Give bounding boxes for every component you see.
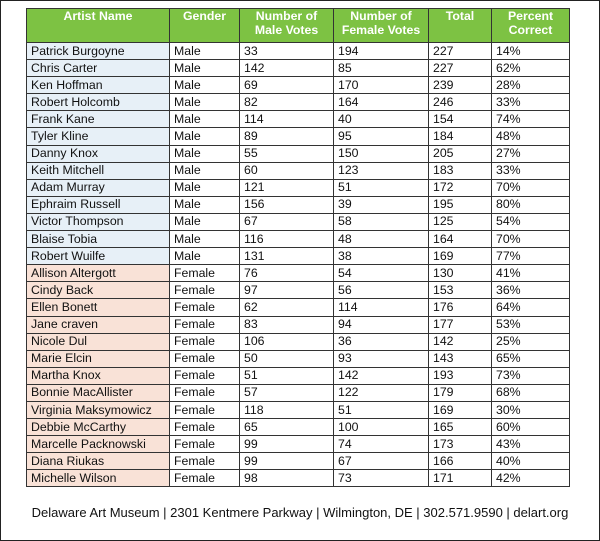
cell-total: 169 [429,401,492,418]
cell-total: 143 [429,350,492,367]
cell-gender: Male [170,43,240,60]
cell-gender: Male [170,162,240,179]
cell-artist-name: Cindy Back [27,282,170,299]
cell-total: 153 [429,282,492,299]
table-row [27,436,570,453]
cell-gender: Male [170,111,240,128]
cell-gender: Female [170,265,240,282]
header-female-votes: Number of Female Votes [334,9,429,43]
cell-total: 130 [429,265,492,282]
cell-gender: Female [170,282,240,299]
cell-total: 205 [429,145,492,162]
cell-total: 169 [429,248,492,265]
table-row [27,419,570,436]
cell-artist-name: Danny Knox [27,145,170,162]
cell-female-votes: 164 [334,94,429,111]
cell-male-votes: 33 [240,43,334,60]
cell-percent-correct: 27% [492,145,570,162]
cell-female-votes: 51 [334,401,429,418]
cell-total: 227 [429,43,492,60]
cell-artist-name: Blaise Tobia [27,231,170,248]
cell-percent-correct: 80% [492,196,570,213]
table-row [27,453,570,470]
cell-female-votes: 94 [334,316,429,333]
cell-gender: Male [170,213,240,230]
cell-artist-name: Victor Thompson [27,213,170,230]
cell-total: 179 [429,384,492,401]
cell-gender: Male [170,248,240,265]
cell-percent-correct: 68% [492,384,570,401]
cell-female-votes: 58 [334,213,429,230]
cell-male-votes: 51 [240,367,334,384]
cell-artist-name: Virginia Maksymowicz [27,401,170,418]
header-male-votes: Number of Male Votes [240,9,334,43]
cell-percent-correct: 25% [492,333,570,350]
cell-percent-correct: 43% [492,436,570,453]
cell-female-votes: 85 [334,60,429,77]
cell-male-votes: 131 [240,248,334,265]
cell-total: 195 [429,196,492,213]
cell-artist-name: Ellen Bonett [27,299,170,316]
table-row [27,333,570,350]
cell-total: 177 [429,316,492,333]
cell-female-votes: 48 [334,231,429,248]
table-row [27,401,570,418]
cell-female-votes: 39 [334,196,429,213]
cell-gender: Female [170,333,240,350]
cell-female-votes: 74 [334,436,429,453]
cell-male-votes: 55 [240,145,334,162]
cell-gender: Female [170,384,240,401]
cell-artist-name: Marie Elcin [27,350,170,367]
cell-percent-correct: 33% [492,94,570,111]
cell-male-votes: 62 [240,299,334,316]
table-row [27,282,570,299]
cell-total: 142 [429,333,492,350]
cell-male-votes: 156 [240,196,334,213]
cell-male-votes: 76 [240,265,334,282]
table-body [27,43,570,487]
cell-gender: Male [170,128,240,145]
footer-contact: Delaware Art Museum | 2301 Kentmere Parkway | Wilmington, DE | 302.571.9590 | delart.org [31,505,569,520]
cell-gender: Female [170,419,240,436]
cell-gender: Female [170,316,240,333]
cell-percent-correct: 60% [492,419,570,436]
table-row [27,248,570,265]
cell-percent-correct: 14% [492,43,570,60]
cell-percent-correct: 54% [492,213,570,230]
table-row [27,367,570,384]
table-row [27,145,570,162]
table-row [27,128,570,145]
cell-total: 164 [429,231,492,248]
cell-gender: Female [170,470,240,487]
cell-male-votes: 60 [240,162,334,179]
cell-artist-name: Jane craven [27,316,170,333]
cell-percent-correct: 48% [492,128,570,145]
cell-male-votes: 50 [240,350,334,367]
cell-female-votes: 114 [334,299,429,316]
cell-male-votes: 99 [240,453,334,470]
cell-female-votes: 194 [334,43,429,60]
cell-gender: Female [170,367,240,384]
table-row [27,231,570,248]
cell-artist-name: Allison Altergott [27,265,170,282]
cell-male-votes: 98 [240,470,334,487]
table-header-row [27,9,570,43]
cell-male-votes: 69 [240,77,334,94]
cell-artist-name: Marcelle Packnowski [27,436,170,453]
cell-artist-name: Diana Riukas [27,453,170,470]
cell-total: 165 [429,419,492,436]
cell-percent-correct: 70% [492,179,570,196]
cell-female-votes: 150 [334,145,429,162]
cell-artist-name: Nicole Dul [27,333,170,350]
cell-artist-name: Ephraim Russell [27,196,170,213]
cell-female-votes: 93 [334,350,429,367]
cell-artist-name: Patrick Burgoyne [27,43,170,60]
cell-female-votes: 170 [334,77,429,94]
cell-gender: Male [170,196,240,213]
cell-male-votes: 89 [240,128,334,145]
cell-gender: Female [170,453,240,470]
cell-total: 227 [429,60,492,77]
cell-percent-correct: 28% [492,77,570,94]
header-artist-name: Artist Name [27,9,170,43]
cell-female-votes: 36 [334,333,429,350]
cell-artist-name: Bonnie MacAllister [27,384,170,401]
cell-female-votes: 142 [334,367,429,384]
cell-male-votes: 121 [240,179,334,196]
cell-percent-correct: 73% [492,367,570,384]
cell-percent-correct: 74% [492,111,570,128]
cell-female-votes: 67 [334,453,429,470]
cell-percent-correct: 30% [492,401,570,418]
cell-percent-correct: 53% [492,316,570,333]
table-row [27,162,570,179]
cell-artist-name: Frank Kane [27,111,170,128]
cell-total: 125 [429,213,492,230]
table-row [27,179,570,196]
cell-percent-correct: 65% [492,350,570,367]
cell-female-votes: 100 [334,419,429,436]
cell-percent-correct: 64% [492,299,570,316]
cell-male-votes: 106 [240,333,334,350]
cell-percent-correct: 40% [492,453,570,470]
cell-gender: Male [170,77,240,94]
cell-percent-correct: 70% [492,231,570,248]
cell-artist-name: Adam Murray [27,179,170,196]
cell-male-votes: 99 [240,436,334,453]
cell-artist-name: Martha Knox [27,367,170,384]
cell-male-votes: 97 [240,282,334,299]
cell-artist-name: Ken Hoffman [27,77,170,94]
table-row [27,77,570,94]
cell-total: 172 [429,179,492,196]
cell-gender: Female [170,299,240,316]
cell-percent-correct: 62% [492,60,570,77]
cell-gender: Male [170,60,240,77]
votes-table [26,8,570,487]
header-percent-correct: Percent Correct [492,9,570,43]
cell-female-votes: 73 [334,470,429,487]
cell-total: 173 [429,436,492,453]
cell-female-votes: 122 [334,384,429,401]
cell-total: 154 [429,111,492,128]
cell-total: 246 [429,94,492,111]
cell-male-votes: 116 [240,231,334,248]
cell-artist-name: Robert Holcomb [27,94,170,111]
table-row [27,350,570,367]
cell-total: 183 [429,162,492,179]
cell-total: 239 [429,77,492,94]
table-row [27,213,570,230]
cell-percent-correct: 42% [492,470,570,487]
cell-artist-name: Michelle Wilson [27,470,170,487]
cell-gender: Male [170,179,240,196]
table-row [27,60,570,77]
cell-percent-correct: 36% [492,282,570,299]
table-row [27,196,570,213]
cell-male-votes: 114 [240,111,334,128]
cell-artist-name: Debbie McCarthy [27,419,170,436]
cell-female-votes: 54 [334,265,429,282]
header-gender: Gender [170,9,240,43]
cell-total: 166 [429,453,492,470]
cell-female-votes: 56 [334,282,429,299]
cell-gender: Male [170,231,240,248]
cell-male-votes: 83 [240,316,334,333]
cell-artist-name: Keith Mitchell [27,162,170,179]
cell-gender: Female [170,401,240,418]
cell-male-votes: 118 [240,401,334,418]
table-row [27,299,570,316]
cell-artist-name: Tyler Kline [27,128,170,145]
cell-gender: Female [170,350,240,367]
table-row [27,265,570,282]
cell-male-votes: 65 [240,419,334,436]
header-total: Total [429,9,492,43]
cell-female-votes: 40 [334,111,429,128]
cell-male-votes: 82 [240,94,334,111]
cell-gender: Female [170,436,240,453]
cell-male-votes: 57 [240,384,334,401]
cell-female-votes: 51 [334,179,429,196]
cell-percent-correct: 33% [492,162,570,179]
cell-gender: Male [170,145,240,162]
table-row [27,384,570,401]
cell-total: 184 [429,128,492,145]
cell-artist-name: Robert Wuilfe [27,248,170,265]
cell-total: 193 [429,367,492,384]
cell-percent-correct: 77% [492,248,570,265]
cell-female-votes: 95 [334,128,429,145]
cell-total: 176 [429,299,492,316]
table-row [27,94,570,111]
table-row [27,316,570,333]
cell-male-votes: 67 [240,213,334,230]
cell-artist-name: Chris Carter [27,60,170,77]
cell-gender: Male [170,94,240,111]
cell-total: 171 [429,470,492,487]
cell-female-votes: 123 [334,162,429,179]
table-row [27,111,570,128]
table-row [27,470,570,487]
cell-percent-correct: 41% [492,265,570,282]
cell-female-votes: 38 [334,248,429,265]
table-row [27,43,570,60]
cell-male-votes: 142 [240,60,334,77]
